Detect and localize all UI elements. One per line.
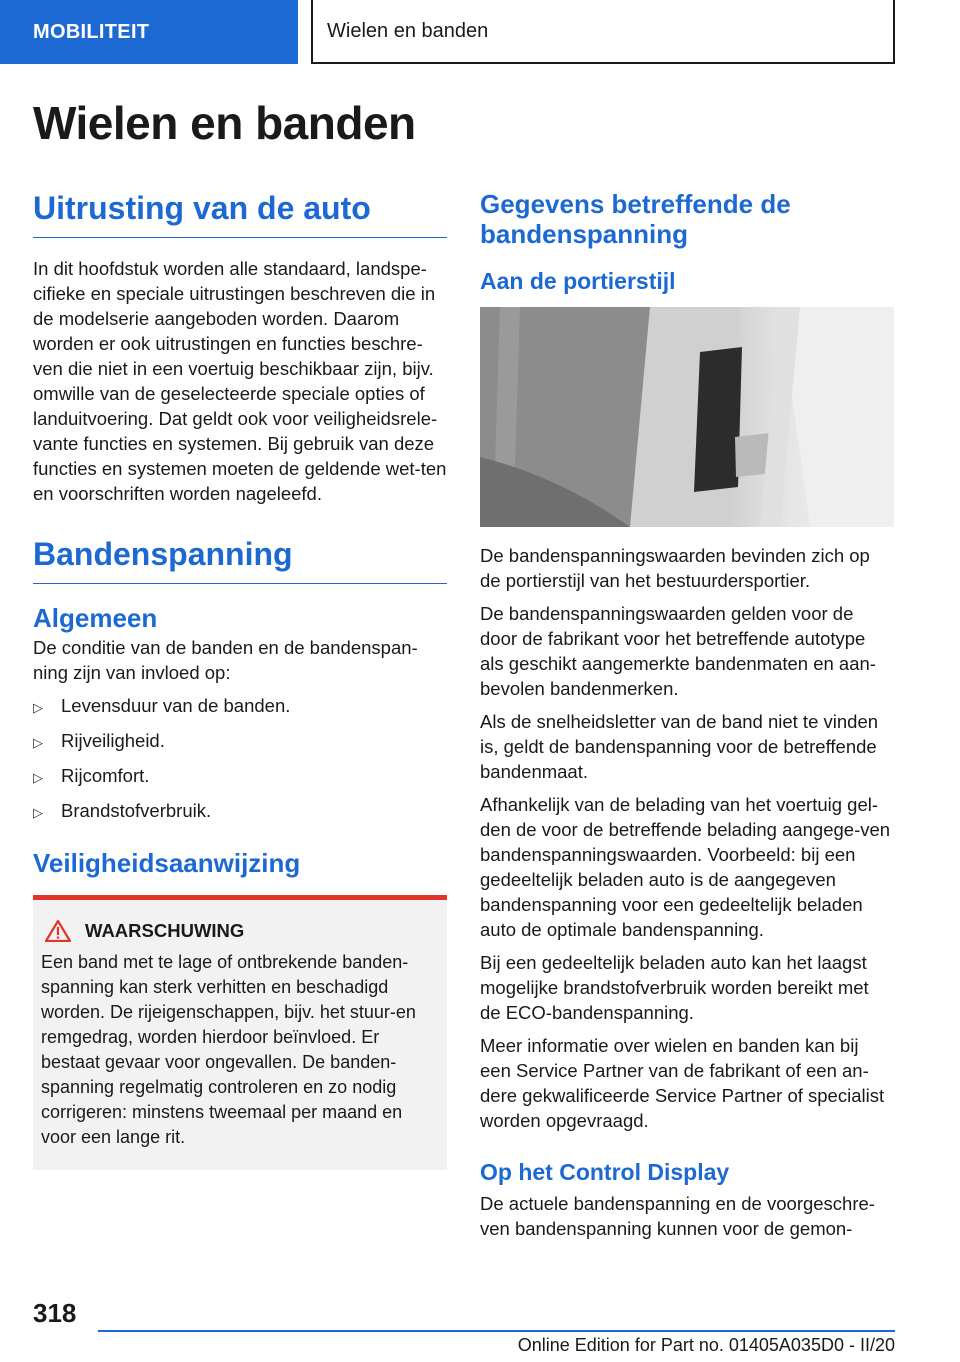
- paragraph-pressure-2: De bandenspanningswaarden gelden voor de door de fabrikant voor het betreffende autotype als geschikt aangemerkte bandenmaten en aan-bevolen bandenmerken.: [480, 603, 876, 700]
- page-number: 318: [33, 1298, 77, 1328]
- heading-equipment: Uitrusting van de auto: [33, 190, 447, 238]
- paragraph-general: De conditie van de banden en de bandenspan-ning zijn van invloed op:: [33, 637, 418, 684]
- door-pillar-illustration: [480, 307, 894, 527]
- triangle-bullet-icon: ▷: [33, 770, 43, 786]
- list-item: ▷ Brandstofverbruik.: [33, 798, 447, 825]
- list-item: ▷ Rijveiligheid.: [33, 728, 447, 755]
- heading-tire-pressure: Bandenspanning: [33, 536, 447, 584]
- paragraph-equipment: In dit hoofdstuk worden alle standaard, landspe-cifieke en speciale uitrustingen beschreven die in de modelserie aangeboden worden. Daarom worden er ook uitrustingen en functies beschre-ven die niet in een voertuig beschikbaar zijn, bijv. omwille van de geselecteerde speciale opties of landuitvoering. Dat geldt ook voor veiligheidsrele-vante functies en systemen. Bij gebruik van deze functies en systemen moeten de geldende wet-ten en voorschriften worden nageleefd.: [33, 257, 447, 504]
- heading-door-pillar: Aan de portierstijl: [480, 267, 676, 294]
- warning-triangle-icon: [45, 920, 71, 942]
- bullet-list: [33, 693, 447, 825]
- triangle-bullet-icon: ▷: [33, 805, 43, 821]
- paragraph-pressure-5: Bij een gedeeltelijk beladen auto kan het laagst mogelijke brandstofverbruik worden bereikt met de ECO-bandenspanning.: [480, 952, 869, 1024]
- page-title: Wielen en banden: [33, 97, 416, 149]
- heading-general: Algemeen: [33, 602, 158, 633]
- door-pillar-photo: [480, 307, 894, 527]
- heading-control-display: Op het Control Display: [480, 1159, 730, 1186]
- footer-edition: Online Edition for Part no. 01405A035D0 - II/20: [517, 1335, 895, 1355]
- paragraph-pressure-6: Meer informatie over wielen en banden kan bij een Service Partner van de fabrikant of een an-dere gekwalificeerde Service Partner of specialist worden opgevraagd.: [480, 1035, 885, 1132]
- footer-rule: [98, 1330, 895, 1332]
- triangle-bullet-icon: ▷: [33, 735, 43, 751]
- list-item: ▷ Rijcomfort.: [33, 763, 447, 790]
- left-column: [33, 190, 447, 1170]
- list-item: ▷ Levensduur van de banden.: [33, 693, 447, 720]
- paragraph-pressure-1: De bandenspanningswaarden bevinden zich op de portierstijl van het bestuurdersportier.: [480, 545, 870, 592]
- triangle-bullet-icon: ▷: [33, 700, 43, 716]
- heading-pressure-data: Gegevens betreffende de bandenspanning: [480, 189, 791, 249]
- paragraph-pressure-3: Als de snelheidsletter van de band niet te vinden is, geldt de bandenspanning voor de betreffende bandenmaat.: [480, 711, 879, 783]
- right-column: [480, 190, 894, 1241]
- heading-safety: Veiligheidsaanwijzing: [33, 848, 301, 879]
- warning-title: WAARSCHUWING: [85, 920, 245, 942]
- warning-text: Een band met te lage of ontbrekende banden-spanning kan sterk verhitten en beschadigd worden. De rijeigenschappen, bijv. het stuur-en remgedrag, worden hierdoor beïnvloed. Er bestaat gevaar voor ongevallen. De banden-spanning regelmatig controleren en zo nodig corrigeren: minstens tweemaal per maand en voor een lange rit.: [41, 952, 416, 1148]
- header-section-label: MOBILITEIT: [0, 0, 298, 64]
- paragraph-pressure-4: Afhankelijk van de belading van het voertuig gel-den de voor de betreffende belading aangege-ven bandenspanningswaarden. Voorbeeld: bij een gedeeltelijk beladen auto is de aangegeven bandenspanning voor een gedeeltelijk beladen auto de optimale bandenspanning.: [480, 794, 891, 941]
- warning-box: [33, 895, 447, 1170]
- paragraph-control-display: De actuele bandenspanning en de voorgeschre-ven bandenspanning kunnen voor de gemon-: [480, 1192, 875, 1239]
- header-chapter-label: Wielen en banden: [311, 0, 895, 64]
